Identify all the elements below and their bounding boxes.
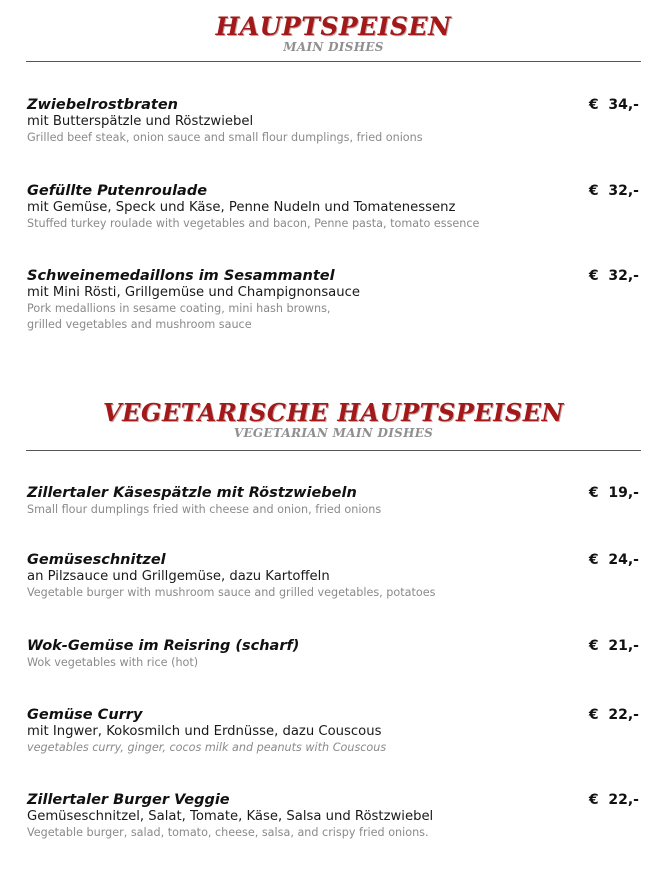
section-header-main-dishes (0, 14, 667, 53)
dish-description: mit Butterspätzle und Röstzwiebel (27, 114, 254, 129)
dish-description: mit Ingwer, Kokosmilch und Erdnüsse, dazu Couscous (27, 724, 382, 739)
dish-price: € 22,- (588, 707, 639, 723)
menu-item (27, 706, 641, 756)
menu-item (27, 484, 641, 518)
dish-price: € 32,- (588, 183, 639, 199)
dish-price: € 19,- (588, 485, 639, 501)
dish-name: Gefüllte Putenroulade (27, 183, 208, 199)
dish-english-line: Pork medallions in sesame coating, mini hash browns, (27, 302, 331, 315)
dish-name: Zillertaler Burger Veggie (27, 792, 230, 808)
section-subtitle: MAIN DISHES (283, 40, 384, 54)
menu-item (27, 96, 641, 146)
dish-english-description: Wok vegetables with rice (hot) (27, 656, 199, 669)
dish-english-description (27, 301, 641, 333)
dish-price: € 24,- (588, 552, 639, 568)
dish-price: € 22,- (588, 792, 639, 808)
dish-price: € 34,- (588, 97, 639, 113)
menu-item (27, 267, 641, 333)
dish-name: Schweinemedaillons im Sesammantel (27, 268, 335, 284)
dish-name: Zillertaler Käsespätzle mit Röstzwiebeln (27, 485, 357, 501)
dish-english-description: Grilled beef steak, onion sauce and small flour dumplings, fried onions (27, 131, 423, 144)
menu-item (27, 791, 641, 841)
dish-english-description: Stuffed turkey roulade with vegetables and bacon, Penne pasta, tomato essence (27, 217, 480, 230)
dish-price: € 21,- (588, 638, 639, 654)
dish-name: Zwiebelrostbraten (27, 97, 178, 113)
section-header-vegetarian-dishes (0, 398, 667, 440)
section-subtitle: VEGETARIAN MAIN DISHES (233, 426, 434, 440)
divider-line (26, 450, 641, 451)
dish-english-line: grilled vegetables and mushroom sauce (27, 318, 252, 331)
dish-description: an Pilzsauce und Grillgemüse, dazu Kartoffeln (27, 569, 330, 584)
divider-line (26, 61, 641, 62)
section-title: VEGETARISCHE HAUPTSPEISEN (103, 398, 564, 427)
dish-name: Gemüse Curry (27, 707, 143, 723)
dish-english-description: Vegetable burger, salad, tomato, cheese, salsa, and crispy fried onions. (27, 826, 429, 839)
menu-item (27, 637, 641, 671)
dish-description: mit Gemüse, Speck und Käse, Penne Nudeln und Tomatenessenz (27, 200, 456, 215)
section-title: HAUPTSPEISEN (215, 12, 452, 41)
dish-name: Gemüseschnitzel (27, 552, 166, 568)
menu-item (27, 551, 641, 601)
menu-item (27, 182, 641, 232)
dish-english-description: vegetables curry, ginger, cocos milk and peanuts with Couscous (27, 741, 387, 754)
dish-price: € 32,- (588, 268, 639, 284)
dish-english-description: Small flour dumplings fried with cheese and onion, fried onions (27, 503, 382, 516)
dish-english-description: Vegetable burger with mushroom sauce and grilled vegetables, potatoes (27, 586, 436, 599)
dish-description: Gemüseschnitzel, Salat, Tomate, Käse, Salsa und Röstzwiebel (27, 809, 434, 824)
dish-description: mit Mini Rösti, Grillgemüse und Champignonsauce (27, 285, 360, 300)
dish-name: Wok-Gemüse im Reisring (scharf) (27, 638, 300, 654)
